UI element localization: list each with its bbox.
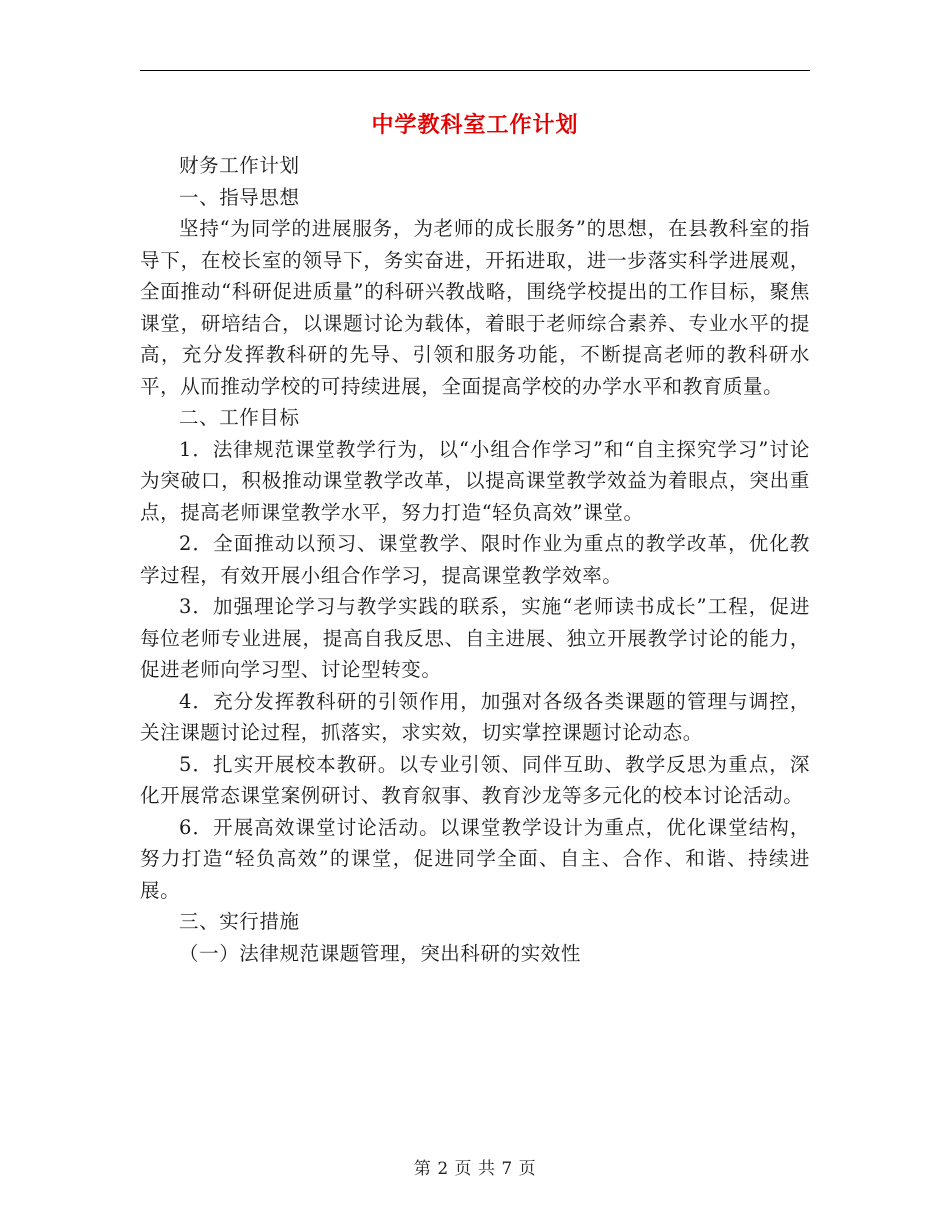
document-title: 中学教科室工作计划 xyxy=(371,113,579,138)
section-heading-measures: 三、实行措施 xyxy=(179,910,300,933)
paragraph-subheading: 财务工作计划 xyxy=(179,154,300,177)
section-heading-work-goals: 二、工作目标 xyxy=(179,406,300,429)
document-body xyxy=(140,150,810,969)
section-heading-guiding-ideology: 一、指导思想 xyxy=(179,185,300,209)
sub-heading-measure-1: （一）法律规范课题管理，突出科研的实效性 xyxy=(179,941,582,965)
goal-item-5: 5．扎实开展校本教研。以专业引领、同伴互助、教学反思为重点，深化开展常态课堂案例研讨、教育叙事、教育沙龙等多元化的校本讨论活动。 xyxy=(140,752,810,807)
header-rule xyxy=(140,70,810,71)
goal-item-6: 6．开展高效课堂讨论活动。以课堂教学设计为重点，优化课堂结构，努力打造“轻负高效”的课堂，促进同学全面、自主、合作、和谐、持续进展。 xyxy=(140,815,810,902)
goal-item-3: 3．加强理论学习与教学实践的联系，实施“老师读书成长”工程，促进每位老师专业进展，提高自我反思、自主进展、独立开展教学讨论的能力，促进老师向学习型、讨论型转变。 xyxy=(140,595,810,681)
paragraph-guiding-ideology: 坚持“为同学的进展服务，为老师的成长服务”的思想，在县教科室的指导下，在校长室的领导下，务实奋进，开拓进取，进一步落实科学进展观，全面推动“科研促进质量”的科研兴教战略，围绕学校提出的工作目标，聚焦课堂，研培结合，以课题讨论为载体，着眼于老师综合素养、专业水平的提高，充分发挥教科研的先导、引领和服务功能，不断提高老师的教科研水平，从而推动学校的可持续进展，全面提高学校的办学水平和教育质量。 xyxy=(140,217,810,398)
goal-item-1: 1．法律规范课堂教学行为，以“小组合作学习”和“自主探究学习”讨论为突破口，积极推动课堂教学改革，以提高课堂教学效益为着眼点，突出重点，提高老师课堂教学水平，努力打造“轻负高效”课堂。 xyxy=(140,437,810,524)
page-number: 第 2 页 共 7 页 xyxy=(413,1159,537,1179)
goal-item-4: 4．充分发挥教科研的引领作用，加强对各级各类课题的管理与调控，关注课题讨论过程，抓落实，求实效，切实掌控课题讨论动态。 xyxy=(140,689,810,744)
goal-item-2: 2．全面推动以预习、课堂教学、限时作业为重点的教学改革，优化教学过程，有效开展小组合作学习，提高课堂教学效率。 xyxy=(140,532,810,587)
